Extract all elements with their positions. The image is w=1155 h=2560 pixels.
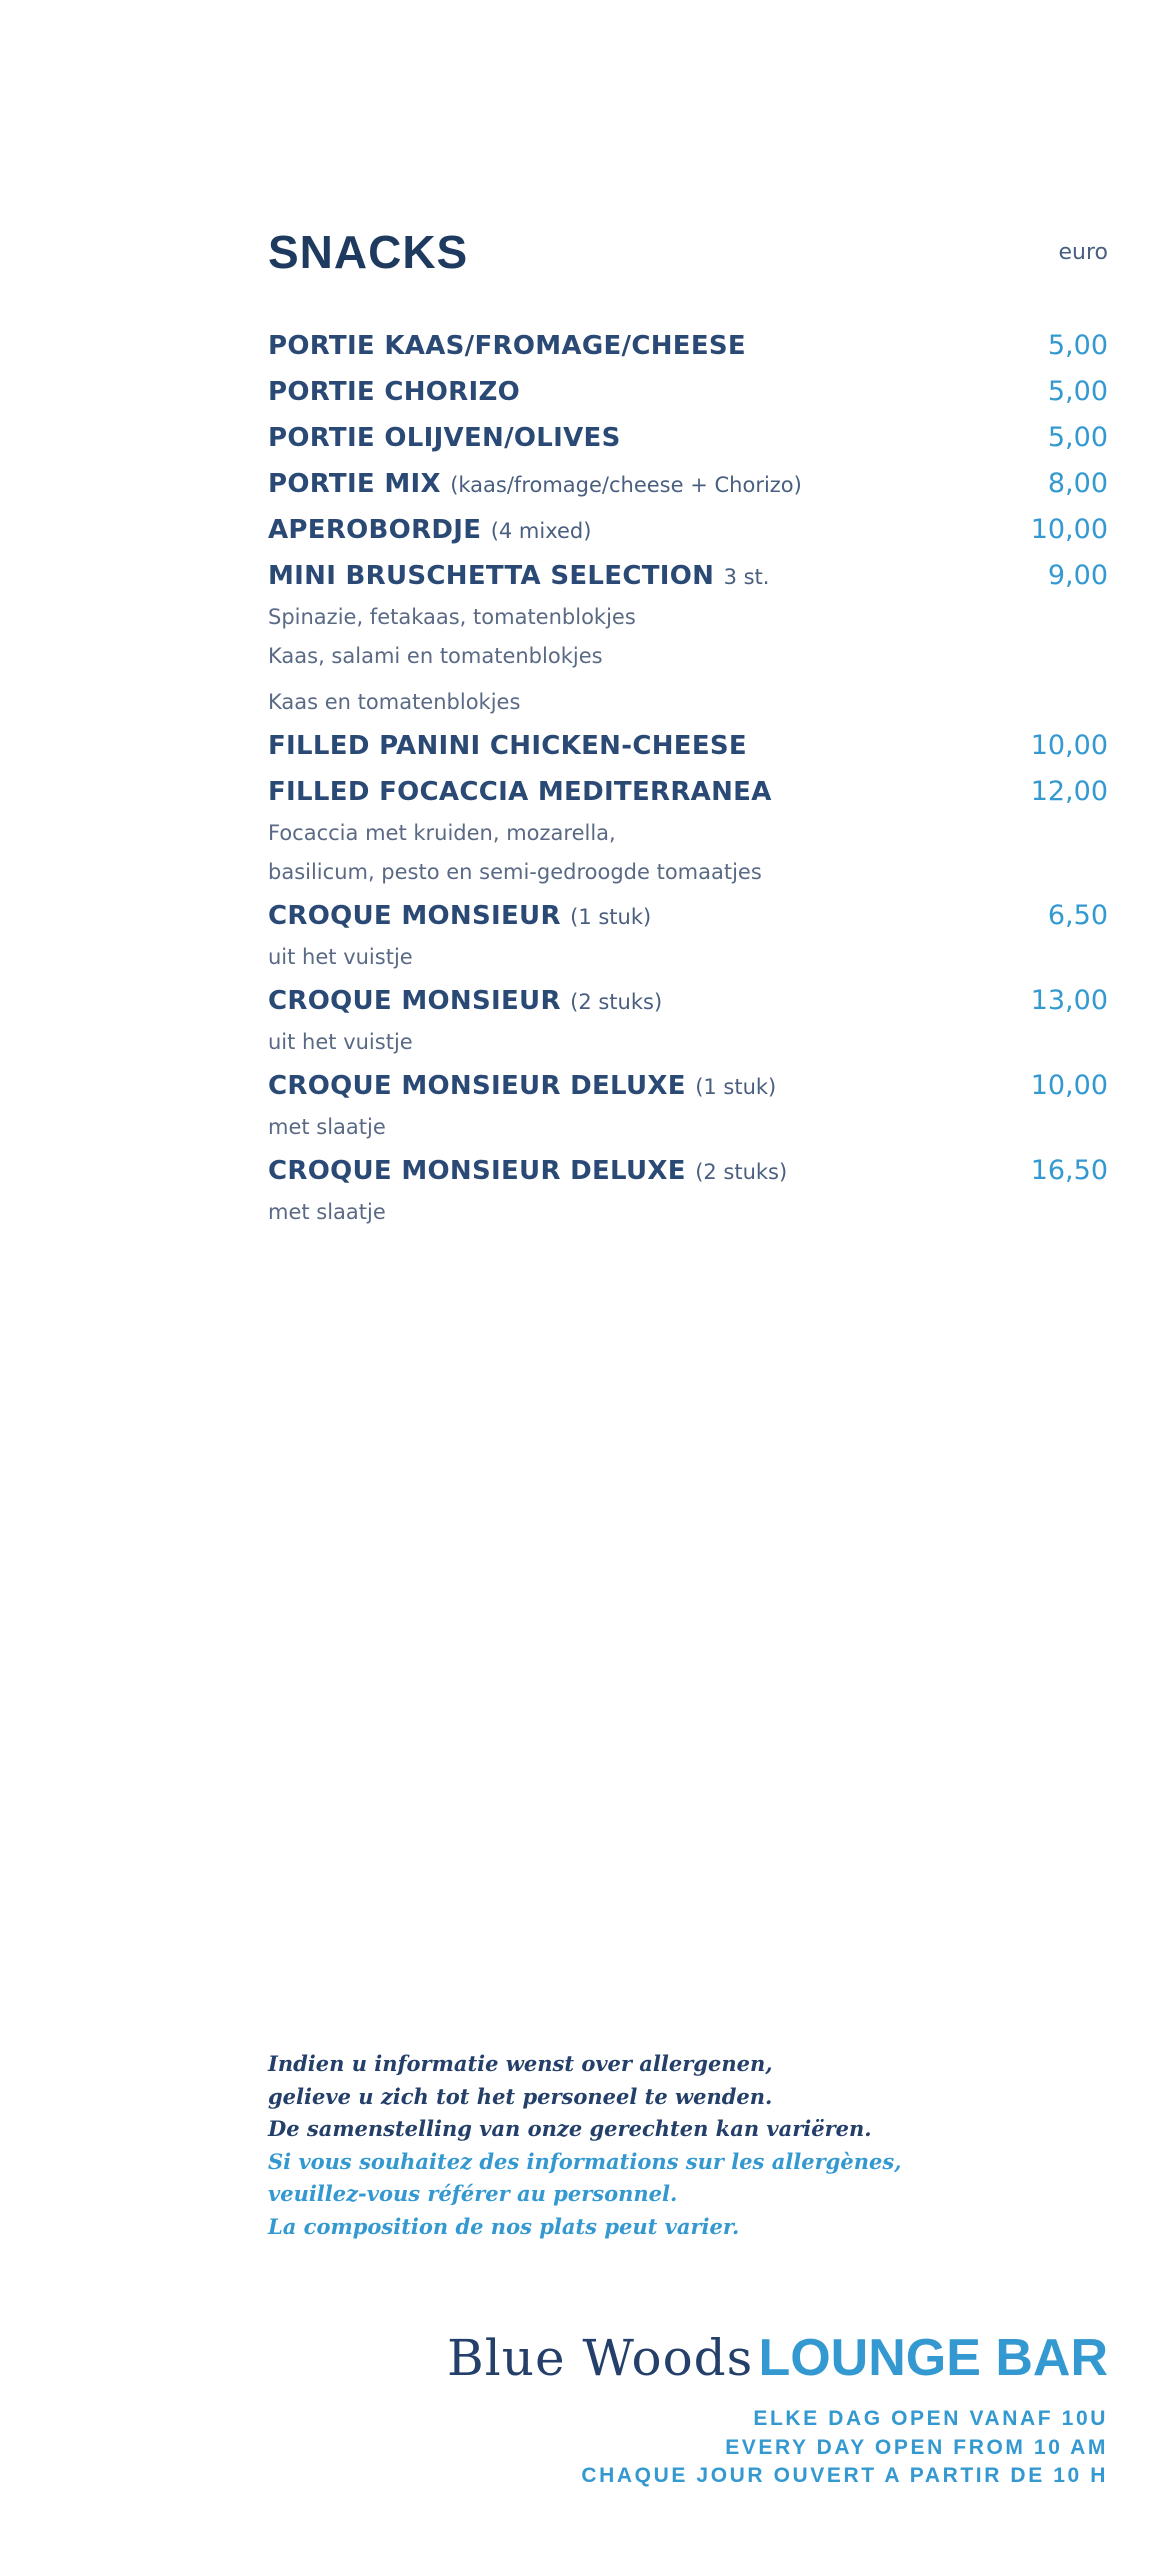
- item-price: 5,00: [1047, 422, 1108, 453]
- item-name: PORTIE MIX: [268, 469, 441, 499]
- allergen-line-nl: De samenstelling van onze gerechten kan variëren.: [268, 2116, 872, 2141]
- item-description: met slaatje: [268, 1200, 386, 1224]
- item-description: basilicum, pesto en semi-gedroogde tomaatjes: [268, 860, 762, 884]
- brand-subtitle: LOUNGE BAR: [758, 2329, 1108, 2387]
- item-price: 5,00: [1047, 376, 1108, 407]
- item-price: 10,00: [1030, 730, 1108, 761]
- item-price: 8,00: [1047, 468, 1108, 499]
- brand-name: Blue Woods: [447, 2329, 754, 2387]
- allergen-line-fr: veuillez-vous référer au personnel.: [268, 2181, 678, 2206]
- item-price: 12,00: [1030, 776, 1108, 807]
- menu-item: [268, 326, 1108, 366]
- menu-item: [268, 418, 1108, 458]
- menu-header: [268, 222, 1108, 282]
- item-note: (kaas/fromage/cheese + Chorizo): [450, 473, 802, 497]
- item-note: (2 stuks): [570, 990, 663, 1014]
- item-price: 10,00: [1030, 514, 1108, 545]
- item-note: 3 st.: [723, 565, 770, 589]
- allergen-notice: [268, 2048, 1108, 2243]
- allergen-line-fr: La composition de nos plats peut varier.: [268, 2213, 740, 2239]
- item-name: CROQUE MONSIEUR DELUXE: [268, 1156, 686, 1186]
- item-note: (1 stuk): [695, 1075, 777, 1099]
- item-name: CROQUE MONSIEUR DELUXE: [268, 1071, 686, 1101]
- item-name: PORTIE OLIJVEN/OLIVES: [268, 423, 621, 453]
- item-description: met slaatje: [268, 1115, 386, 1139]
- brand-logo: [447, 2318, 1108, 2398]
- item-note: (1 stuk): [570, 905, 652, 929]
- item-name: FILLED FOCACCIA MEDITERRANEA: [268, 777, 772, 807]
- item-name: MINI BRUSCHETTA SELECTION: [268, 561, 715, 591]
- opening-hours: [581, 2405, 1108, 2491]
- hours-line-nl: ELKE DAG OPEN VANAF 10U: [753, 2407, 1108, 2430]
- item-description: Kaas, salami en tomatenblokjes: [268, 644, 603, 668]
- item-price: 5,00: [1047, 330, 1108, 361]
- section-title: SNACKS: [268, 226, 469, 278]
- item-price: 10,00: [1030, 1070, 1108, 1101]
- item-name: CROQUE MONSIEUR: [268, 901, 561, 931]
- item-description: Kaas en tomatenblokjes: [268, 690, 521, 714]
- allergen-line-nl: Indien u informatie wenst over allergenen,: [268, 2051, 773, 2076]
- item-description: Spinazie, fetakaas, tomatenblokjes: [268, 605, 636, 629]
- menu-item: [268, 726, 1108, 766]
- item-price: 13,00: [1030, 985, 1108, 1016]
- item-description: uit het vuistje: [268, 945, 413, 969]
- item-name: FILLED PANINI CHICKEN-CHEESE: [268, 731, 747, 761]
- menu-item: [268, 896, 1108, 936]
- item-name: CROQUE MONSIEUR: [268, 986, 561, 1016]
- menu-item: [268, 1066, 1108, 1106]
- menu-item: [268, 1151, 1108, 1191]
- item-price: 9,00: [1047, 560, 1108, 591]
- menu-item: [268, 772, 1108, 812]
- item-price: 6,50: [1047, 900, 1108, 931]
- hours-line-en: EVERY DAY OPEN FROM 10 AM: [725, 2435, 1108, 2459]
- menu-page: [268, 0, 1108, 2560]
- item-note: (4 mixed): [490, 519, 592, 543]
- item-description: uit het vuistje: [268, 1030, 413, 1054]
- menu-item: [268, 464, 1108, 504]
- menu-item: [268, 556, 1108, 596]
- menu-item: [268, 981, 1108, 1021]
- menu-item: [268, 510, 1108, 550]
- currency-label: euro: [1058, 240, 1108, 265]
- item-name: APEROBORDJE: [268, 515, 482, 545]
- item-note: (2 stuks): [695, 1160, 788, 1184]
- item-price: 16,50: [1030, 1155, 1108, 1186]
- hours-line-fr: CHAQUE JOUR OUVERT A PARTIR DE 10 H: [581, 2464, 1108, 2487]
- allergen-line-fr: Si vous souhaitez des informations sur les allergènes,: [268, 2148, 902, 2174]
- allergen-line-nl: gelieve u zich tot het personeel te wenden.: [268, 2083, 773, 2109]
- item-name: PORTIE CHORIZO: [268, 377, 521, 407]
- item-name: PORTIE KAAS/FROMAGE/CHEESE: [268, 331, 746, 361]
- item-description: Focaccia met kruiden, mozarella,: [268, 821, 616, 845]
- menu-item: [268, 372, 1108, 412]
